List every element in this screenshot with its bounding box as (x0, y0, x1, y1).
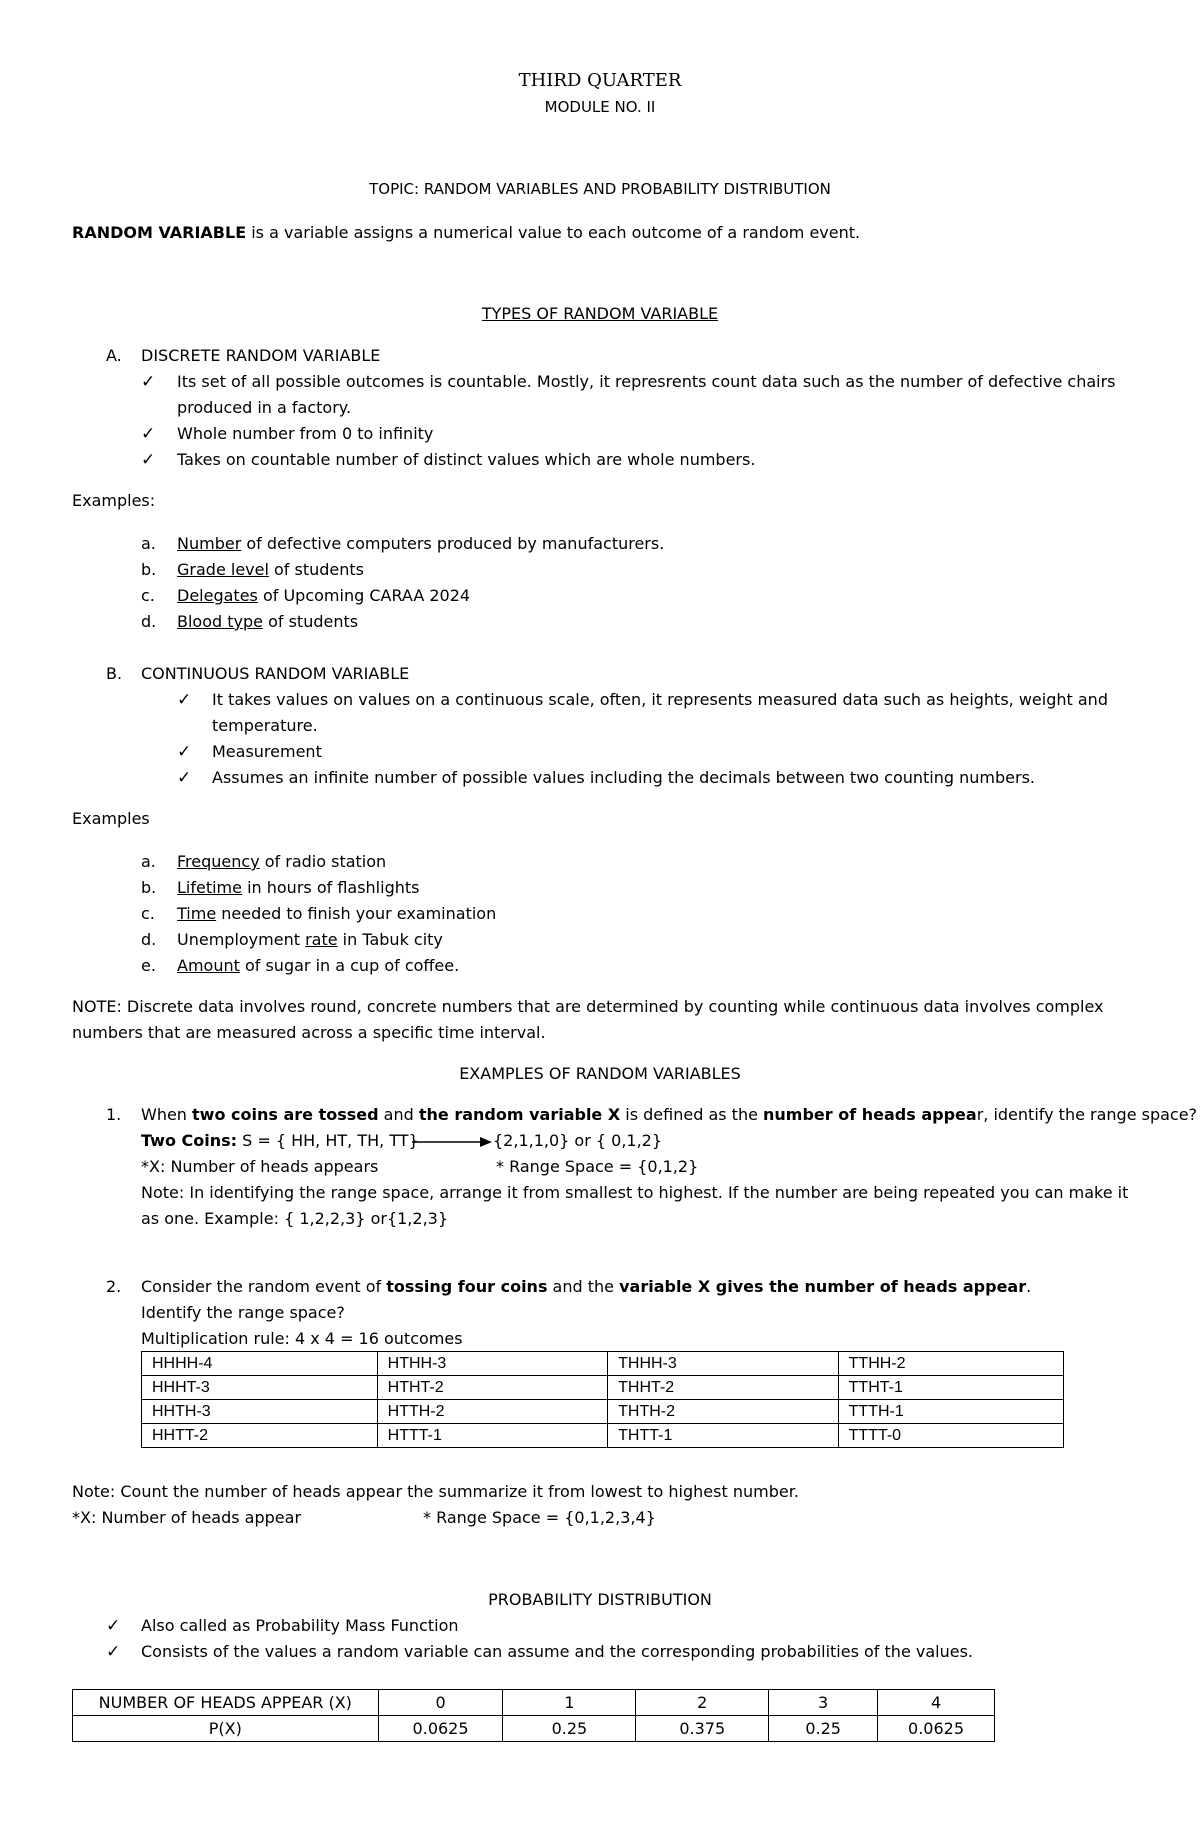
example-rest: of students (268, 560, 365, 579)
example-1-note-cont: as one. Example: { 1,2,2,3} or{1,2,3} (141, 1209, 449, 1228)
table-cell: 2 (636, 1690, 769, 1716)
table-cell: HTHT-2 (377, 1376, 608, 1400)
discrete-point-1: Its set of all possible outcomes is countable. Mostly, it represrents count data such as the number of defective chairs (177, 372, 1116, 391)
table-cell: 0 (378, 1690, 503, 1716)
prob-point-2: Consists of the values a random variable can assume and the corresponding probabilities of the values. (141, 1642, 973, 1661)
probability-heading: PROBABILITY DISTRIBUTION (488, 1590, 712, 1609)
q-text: and the (547, 1277, 620, 1296)
example-1-question (141, 1104, 1197, 1126)
example-key: Delegates (177, 586, 258, 605)
q-bold: two coins are tossed (192, 1105, 379, 1124)
table-row (142, 1424, 1064, 1448)
q-text: When (141, 1105, 193, 1124)
example-key: Number (177, 534, 242, 553)
example-2-question (141, 1276, 1031, 1298)
check-icon: ✓ (141, 424, 156, 444)
check-icon: ✓ (106, 1616, 121, 1636)
definition-term: RANDOM VARIABLE (72, 223, 247, 242)
q-text: is defined as the (620, 1105, 764, 1124)
discrete-examples-label: Examples: (72, 491, 156, 510)
list-item (177, 559, 364, 581)
q-bold: number of heads appea (763, 1105, 977, 1124)
continuous-point-1: It takes values on values on a continuous scale, often, it represents measured data such as heights, weight and (212, 690, 1108, 709)
list-item (177, 611, 358, 633)
table-row (142, 1376, 1064, 1400)
table-cell: THTT-1 (608, 1424, 839, 1448)
check-icon: ✓ (177, 690, 192, 710)
list-item (177, 955, 459, 977)
definition-paragraph (72, 222, 860, 244)
page-title: THIRD QUARTER (518, 70, 682, 91)
list-item-letter: c. (141, 586, 155, 605)
table-cell: THTH-2 (608, 1400, 839, 1424)
types-heading-text: TYPES OF RANDOM VARIABLE (481, 304, 719, 323)
note-count-heads: Note: Count the number of heads appear the summarize it from lowest to highest number. (72, 1482, 799, 1501)
q-text: Consider the random event of (141, 1277, 387, 1296)
types-heading (0, 303, 1200, 325)
check-icon: ✓ (177, 742, 192, 762)
table-cell: HHHT-3 (142, 1376, 378, 1400)
mapped-values: {2,1,1,0} or { 0,1,2} (493, 1131, 663, 1150)
range-space: * Range Space = {0,1,2} (496, 1157, 699, 1176)
table-cell: 1 (503, 1690, 636, 1716)
table-cell: 3 (769, 1690, 878, 1716)
check-icon: ✓ (177, 768, 192, 788)
example-key: Grade level (177, 560, 269, 579)
q-text: r, identify the range space? (976, 1105, 1198, 1124)
topic-heading: TOPIC: RANDOM VARIABLES AND PROBABILITY DISTRIBUTION (369, 180, 831, 198)
example-rest: of students (262, 612, 359, 631)
table-cell: 0.375 (636, 1716, 769, 1742)
example-rest: in hours of flashlights (241, 878, 420, 897)
table-cell: HHHH-4 (142, 1352, 378, 1376)
list-item-letter: b. (141, 560, 157, 579)
example-pre: Unemployment (177, 930, 306, 949)
definition-text: is a variable assigns a numerical value to each outcome of a random event. (246, 223, 861, 242)
table-row (142, 1352, 1064, 1376)
list-item-letter: d. (141, 930, 157, 949)
q-text: . (1026, 1277, 1032, 1296)
example-1-number: 1. (106, 1105, 122, 1124)
example-rest: needed to finish your examination (216, 904, 497, 923)
continuous-letter: B. (106, 664, 123, 683)
continuous-point-1-cont: temperature. (212, 716, 318, 735)
q-text: and (378, 1105, 419, 1124)
range-space-2: * Range Space = {0,1,2,3,4} (423, 1508, 656, 1527)
examples-heading: EXAMPLES OF RANDOM VARIABLES (459, 1064, 741, 1083)
sample-space (141, 1130, 419, 1152)
table-header-cell: P(X) (73, 1716, 379, 1742)
example-key: Amount (177, 956, 240, 975)
example-rest: of sugar in a cup of coffee. (239, 956, 460, 975)
example-rest: in Tabuk city (337, 930, 443, 949)
list-item (177, 929, 443, 951)
table-cell: 0.25 (769, 1716, 878, 1742)
list-item (177, 533, 664, 555)
x-definition-2: *X: Number of heads appear (72, 1508, 302, 1527)
table-cell: THHH-3 (608, 1352, 839, 1376)
outcomes-table (141, 1351, 1064, 1448)
note-discrete-continuous: NOTE: Discrete data involves round, concrete numbers that are determined by counting while continuous data involves complex (72, 997, 1104, 1016)
example-key: Time (177, 904, 217, 923)
continuous-title: CONTINUOUS RANDOM VARIABLE (141, 664, 410, 683)
list-item-letter: c. (141, 904, 155, 923)
table-row (73, 1690, 995, 1716)
table-cell: HHTT-2 (142, 1424, 378, 1448)
module-number: MODULE NO. II (544, 98, 656, 116)
example-2-number: 2. (106, 1277, 122, 1296)
discrete-title: DISCRETE RANDOM VARIABLE (141, 346, 381, 365)
table-cell: TTTT-0 (838, 1424, 1063, 1448)
table-cell: 4 (878, 1690, 995, 1716)
q-bold: the random variable X (418, 1105, 621, 1124)
list-item-letter: d. (141, 612, 157, 631)
check-icon: ✓ (141, 372, 156, 392)
table-cell: HTTH-2 (377, 1400, 608, 1424)
multiplication-rule: Multiplication rule: 4 x 4 = 16 outcomes (141, 1329, 463, 1348)
example-key: rate (305, 930, 338, 949)
list-item-letter: a. (141, 852, 156, 871)
example-rest: of defective computers produced by manufacturers. (241, 534, 665, 553)
list-item (177, 903, 496, 925)
list-item (177, 877, 419, 899)
example-2-question-cont: Identify the range space? (141, 1303, 345, 1322)
probability-table (72, 1689, 995, 1742)
table-cell: TTTH-1 (838, 1400, 1063, 1424)
table-cell: HHTH-3 (142, 1400, 378, 1424)
list-item-letter: a. (141, 534, 156, 553)
check-icon: ✓ (141, 450, 156, 470)
table-cell: 0.0625 (378, 1716, 503, 1742)
continuous-examples-label: Examples (72, 809, 150, 828)
check-icon: ✓ (106, 1642, 121, 1662)
continuous-point-2: Measurement (212, 742, 322, 761)
table-cell: HTTT-1 (377, 1424, 608, 1448)
example-key: Lifetime (177, 878, 242, 897)
table-cell: TTHT-1 (838, 1376, 1063, 1400)
table-cell: 0.25 (503, 1716, 636, 1742)
note-discrete-continuous-cont: numbers that are measured across a specific time interval. (72, 1023, 546, 1042)
sample-space-set: S = { HH, HT, TH, TT} (237, 1131, 419, 1150)
list-item-letter: b. (141, 878, 157, 897)
example-rest: of Upcoming CARAA 2024 (257, 586, 471, 605)
table-header-cell: NUMBER OF HEADS APPEAR (X) (73, 1690, 379, 1716)
list-item (177, 585, 470, 607)
table-cell: HTHH-3 (377, 1352, 608, 1376)
list-item (177, 851, 386, 873)
table-cell: TTHH-2 (838, 1352, 1063, 1376)
example-1-note: Note: In identifying the range space, arrange it from smallest to highest. If the number are being repeated you can make it (141, 1183, 1129, 1202)
continuous-point-3: Assumes an infinite number of possible values including the decimals between two counting numbers. (212, 768, 1035, 787)
example-rest: of radio station (259, 852, 387, 871)
table-cell: THHT-2 (608, 1376, 839, 1400)
q-bold: tossing four coins (386, 1277, 548, 1296)
discrete-point-3: Takes on countable number of distinct values which are whole numbers. (177, 450, 756, 469)
discrete-letter: A. (106, 346, 122, 365)
table-row (73, 1716, 995, 1742)
two-coins-label: Two Coins: (141, 1131, 238, 1150)
example-key: Frequency (177, 852, 260, 871)
x-definition: *X: Number of heads appears (141, 1157, 379, 1176)
list-item-letter: e. (141, 956, 156, 975)
discrete-point-2: Whole number from 0 to infinity (177, 424, 434, 443)
arrow-right-icon (410, 1134, 494, 1150)
discrete-point-1-cont: produced in a factory. (177, 398, 352, 417)
prob-point-1: Also called as Probability Mass Function (141, 1616, 459, 1635)
table-cell: 0.0625 (878, 1716, 995, 1742)
example-key: Blood type (177, 612, 263, 631)
table-row (142, 1400, 1064, 1424)
q-bold: variable X gives the number of heads appear (619, 1277, 1027, 1296)
